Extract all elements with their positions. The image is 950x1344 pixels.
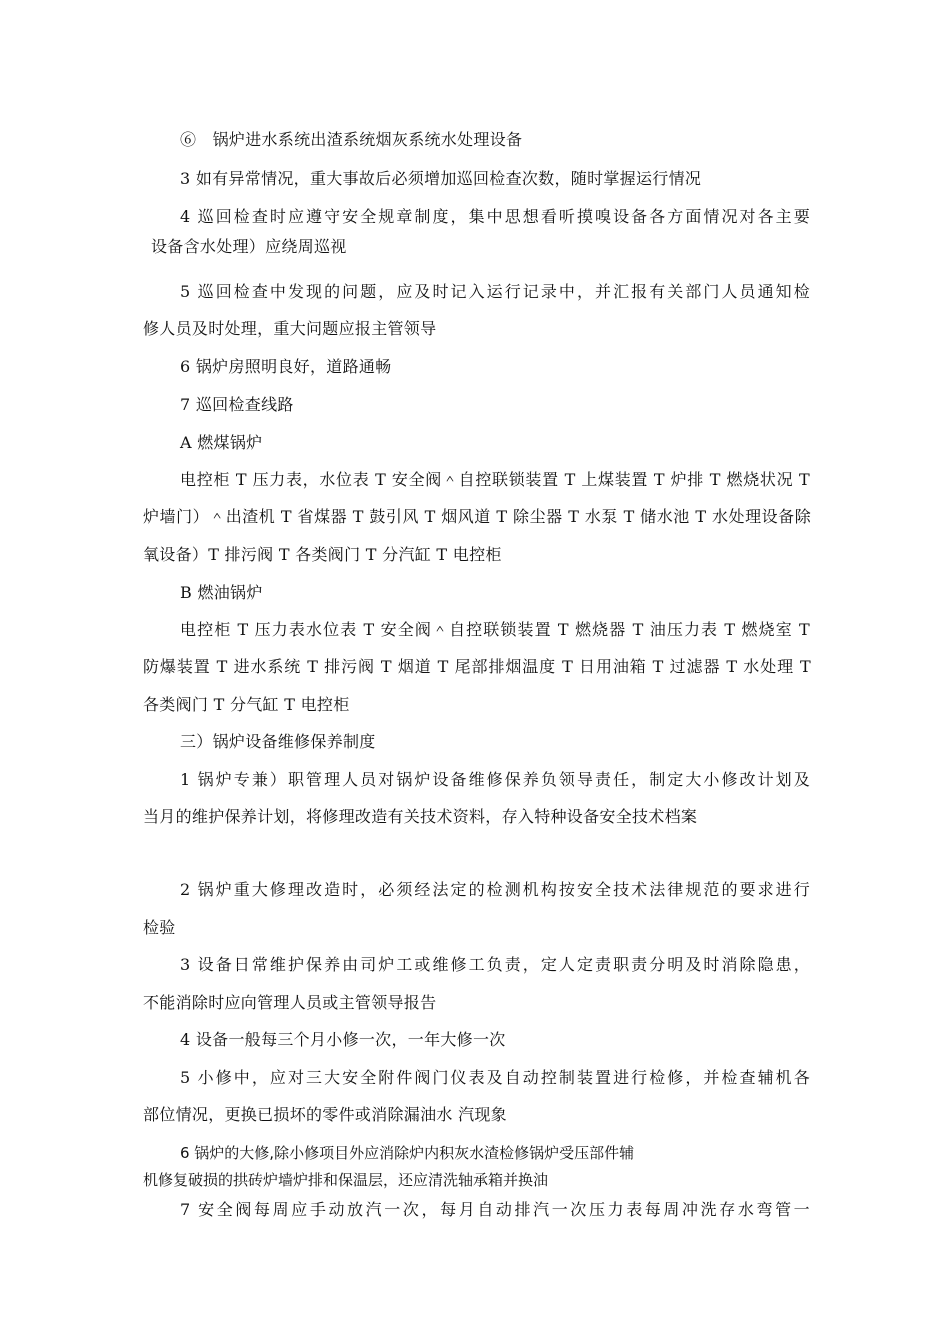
text-line-16: 各类阀门 T 分气缸 T 电控柜 — [143, 695, 350, 714]
text-line-19: 当月的维护保养计划，将修理改造有关技术资料，存入特种设备安全技术档案 — [143, 807, 698, 826]
text-line-1: ⑥ 锅炉进水系统出渣系统烟灰系统水处理设备 — [180, 130, 523, 149]
text-line-11: 炉墙门）＾出渣机 T 省煤器 T 鼓引风 T 烟风道 T 除尘器 T 水泵 T 储水池 T 水处理设备除 — [143, 507, 811, 526]
text-line-21: 检验 — [143, 918, 176, 937]
text-line-18: 1 锅炉专兼）职管理人员对锅炉设备维修保养负领导责任，制定大小修改计划及 — [180, 770, 810, 789]
text-line-4: 设备含水处理）应绕周巡视 — [151, 237, 347, 256]
text-line-3: 4 巡回检查时应遵守安全规章制度，集中思想看听摸嗅设备各方面情况对各主要 — [180, 207, 810, 226]
text-line-23: 不能消除时应向管理人员或主管领导报告 — [143, 993, 437, 1012]
text-line-10: 电控柜 T 压力表，水位表 T 安全阀＾自控联锁装置 T 上煤装置 T 炉排 T 燃烧状况 T — [180, 470, 810, 489]
text-line-15: 防爆装置 T 进水系统 T 排污阀 T 烟道 T 尾部排烟温度 T 日用油箱 T 过滤器 T 水处理 T — [143, 657, 811, 676]
text-line-26: 部位情况，更换已损坏的零件或消除漏油水 汽现象 — [143, 1105, 507, 1124]
text-line-29: 7 安全阀每周应手动放汽一次，每月自动排汽一次压力表每周冲洗存水弯管一 — [180, 1200, 810, 1219]
text-line-8: 7 巡回检查线路 — [180, 395, 294, 414]
text-line-24: 4 设备一般每三个月小修一次，一年大修一次 — [180, 1030, 506, 1049]
text-line-13: B 燃油锅炉 — [180, 583, 263, 602]
text-line-27: 6 锅炉的大修,除小修项目外应消除炉内积灰水渣检修锅炉受压部件辅 — [180, 1144, 635, 1162]
text-line-2: 3 如有异常情况，重大事故后必须增加巡回检查次数，随时掌握运行情况 — [180, 169, 702, 188]
text-line-25: 5 小修中，应对三大安全附件阀门仪表及自动控制装置进行检修，并检查辅机各 — [180, 1068, 810, 1087]
text-line-28: 机修复破损的拱砖炉墙炉排和保温层，还应清洗轴承箱并换油 — [143, 1171, 549, 1189]
text-line-6: 修人员及时处理，重大问题应报主管领导 — [143, 319, 437, 338]
text-line-20: 2 锅炉重大修理改造时，必须经法定的检测机构按安全技术法律规范的要求进行 — [180, 880, 810, 899]
text-line-9: A 燃煤锅炉 — [180, 433, 263, 452]
text-line-17: 三）锅炉设备维修保养制度 — [180, 732, 376, 751]
text-line-14: 电控柜 T 压力表水位表 T 安全阀＾自控联锁装置 T 燃烧器 T 油压力表 T 燃烧室 T — [180, 620, 810, 639]
text-line-22: 3 设备日常维护保养由司炉工或维修工负责，定人定责职责分明及时消除隐患， — [180, 955, 810, 974]
text-line-12: 氧设备）T 排污阀 T 各类阀门 T 分汽缸 T 电控柜 — [143, 545, 502, 564]
text-line-5: 5 巡回检查中发现的问题，应及时记入运行记录中，并汇报有关部门人员通知检 — [180, 282, 810, 301]
text-line-7: 6 锅炉房照明良好，道路通畅 — [180, 357, 392, 376]
